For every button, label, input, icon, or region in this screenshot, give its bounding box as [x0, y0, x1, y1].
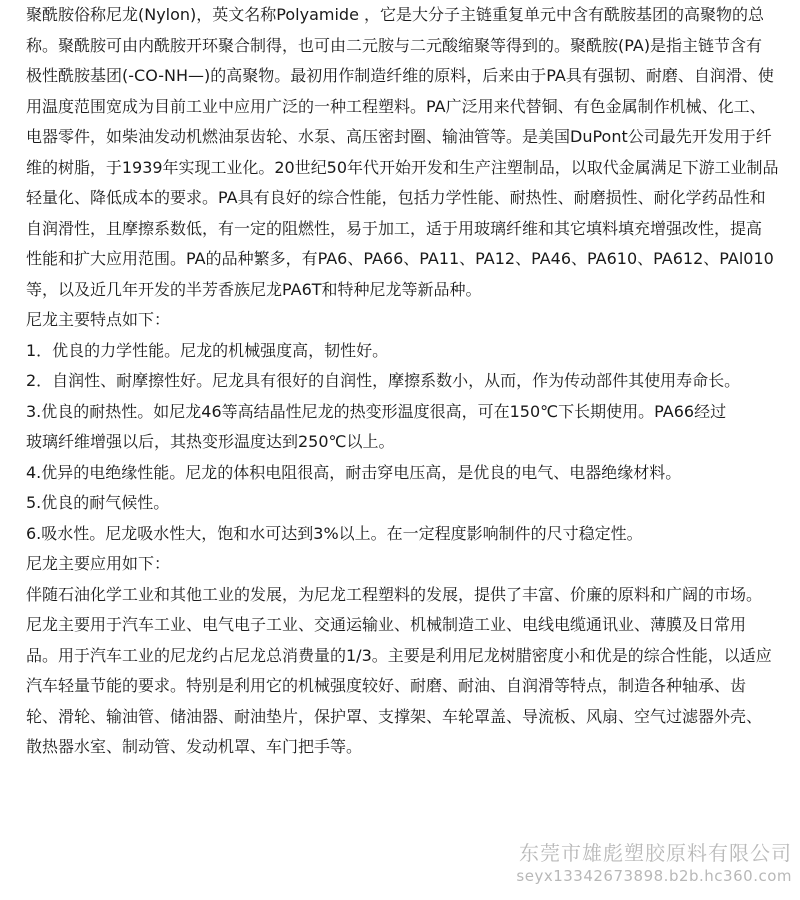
feature-item-4 — [26, 458, 778, 489]
applications-heading: 尼龙主要应用如下： — [26, 554, 171, 573]
watermark — [516, 840, 792, 886]
intro-line: 电器零件，如柴油发动机燃油泵齿轮、水泵、高压密封圈、输油管等。是美国DuPont公司最先开发用于纤 — [26, 127, 772, 146]
feature-line: 5.优良的耐气候性。 — [26, 493, 170, 512]
intro-line: 称。聚酰胺可由内酰胺开环聚合制得，也可由二元胺与二元酸缩聚等得到的。聚酰胺(PA)是指主链节含有 — [26, 35, 763, 55]
applications-line: 尼龙主要用于汽车工业、电气电子工业、交通运输业、机械制造工业、电线电缆通讯业、薄膜及日常用 — [26, 615, 747, 634]
intro-paragraph — [26, 0, 778, 305]
intro-line: 维的树脂，于1939年实现工业化。20世纪50年代开始开发和生产注塑制品，以取代金属满足下游工业制品 — [26, 157, 779, 177]
feature-line: 6.吸水性。尼龙吸水性大，饱和水可达到3%以上。在一定程度影响制件的尺寸稳定性。 — [26, 523, 643, 543]
intro-line: 性能和扩大应用范围。PA的品种繁多，有PA6、PA66、PA11、PA12、PA46、PA610、PA612、PAl010 — [26, 249, 774, 268]
intro-line: 极性酰胺基团(-CO-NH—)的高聚物。最初用作制造纤维的原料，后来由于PA具有强韧、耐磨、自润滑、使 — [26, 66, 774, 85]
feature-line: 4.优异的电绝缘性能。尼龙的体积电阻很高，耐击穿电压高，是优良的电气、电器绝缘材料。 — [26, 462, 682, 482]
article-body — [26, 0, 778, 763]
intro-line: 等，以及近几年开发的半芳香族尼龙PA6T和特种尼龙等新品种。 — [26, 279, 482, 299]
features-heading: 尼龙主要特点如下： — [26, 310, 171, 329]
applications-line: 品。用于汽车工业的尼龙约占尼龙总消费量的1/3。主要是利用尼龙树腊密度小和优是的综合性能，以适应 — [26, 645, 772, 665]
watermark-site: seyx13342673898.b2b.hc360.com — [516, 867, 792, 885]
features-list — [26, 336, 778, 550]
feature-item-3 — [26, 397, 778, 458]
intro-line: 自润滑性，且摩擦系数低，有一定的阻燃性，易于加工，适于用玻璃纤维和其它填料填充增强改性，提高 — [26, 218, 763, 238]
watermark-company: 东莞市雄彪塑胶原料有限公司 — [519, 841, 792, 865]
feature-item-5 — [26, 488, 778, 519]
applications-line: 伴随石油化学工业和其他工业的发展，为尼龙工程塑料的发展，提供了丰富、价廉的原料和广阔的市场。 — [26, 584, 763, 604]
feature-item-1 — [26, 336, 778, 367]
feature-line: 玻璃纤维增强以后，其热变形温度达到250℃以上。 — [26, 432, 395, 451]
feature-item-6 — [26, 519, 778, 550]
feature-line: 3.优良的耐热性。如尼龙46等高结晶性尼龙的热变形温度很高，可在150℃下长期使用。PA66经过 — [26, 401, 727, 421]
applications-line: 散热器水室、制动管、发动机罩、车门把手等。 — [26, 737, 363, 756]
feature-line: 1．优良的力学性能。尼龙的机械强度高，韧性好。 — [26, 340, 389, 360]
feature-line: 2．自润性、耐摩擦性好。尼龙具有很好的自润性，摩擦系数小，从而，作为传动部件其使用寿命长。 — [26, 371, 741, 390]
applications-line: 轮、滑轮、输油管、储油器、耐油垫片，保护罩、支撑架、车轮罩盖、导流板、风扇、空气过滤器外壳、 — [26, 706, 763, 726]
intro-line: 轻量化、降低成本的要求。PA具有良好的综合性能，包括力学性能、耐热性、耐磨损性、耐化学药品性和 — [26, 188, 766, 207]
intro-line: 聚酰胺俗称尼龙(Nylon)，英文名称Polyamide ，它是大分子主链重复单元中含有酰胺基团的高聚物的总 — [26, 5, 765, 24]
intro-line: 用温度范围宽成为目前工业中应用广泛的一种工程塑料。PA广泛用来代替铜、有色金属制作机械、化工、 — [26, 96, 766, 116]
applications-paragraph-2 — [26, 610, 778, 763]
applications-paragraph-1 — [26, 580, 778, 611]
feature-item-2 — [26, 366, 778, 397]
applications-line: 汽车轻量节能的要求。特别是利用它的机械强度较好、耐磨、耐油、自润滑等特点，制造各种轴承、齿 — [26, 676, 747, 695]
